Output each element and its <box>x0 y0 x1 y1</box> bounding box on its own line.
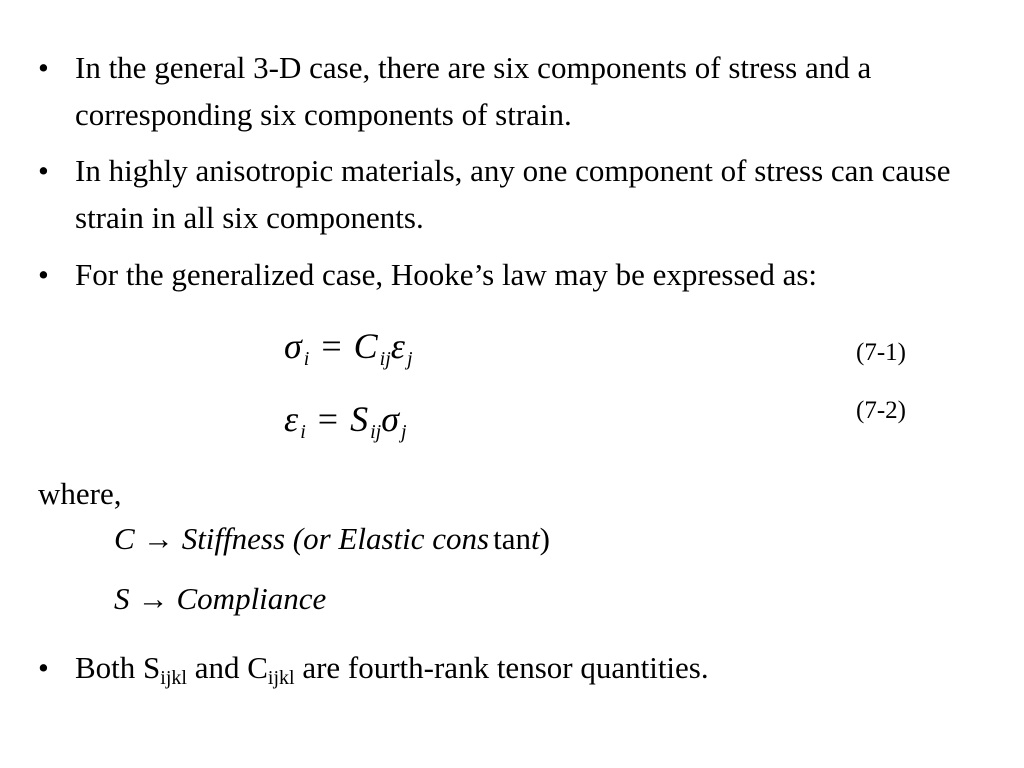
bullet-text: For the generalized case, Hooke’s law may be expressed as: <box>75 257 818 292</box>
eq-rhs-sub: j <box>406 348 413 370</box>
eq-operator: = <box>321 326 342 366</box>
bullet-symbol: • <box>38 153 49 188</box>
equation-hooke-stress <box>284 325 413 371</box>
right-arrow-icon: → <box>137 581 169 616</box>
right-arrow-icon: → <box>142 521 174 556</box>
eq-rhs: ε <box>390 326 405 366</box>
def-meaning-tail-italic: t <box>530 521 540 556</box>
bullet-item-tensor <box>38 644 988 702</box>
eq-coef-sub: ij <box>370 421 382 443</box>
def-symbol: S <box>114 581 130 616</box>
eq-rhs: σ <box>381 399 399 439</box>
equation-number: (7-1) <box>856 339 906 366</box>
def-close-paren: ) <box>539 521 550 556</box>
eq-coef: S <box>350 399 369 439</box>
bullet-item <box>38 44 988 138</box>
equation-hooke-strain <box>284 398 407 444</box>
eq-coef-sub: ij <box>379 348 391 370</box>
eq-coef: C <box>353 326 378 366</box>
bullet-item <box>38 251 988 298</box>
subscript: ijkl <box>267 667 295 689</box>
eq-lhs-sub: i <box>303 348 310 370</box>
bullet-symbol: • <box>38 257 49 292</box>
bullet-text: In the general 3-D case, there are six components of stress and a corresponding six components of strain. <box>75 50 872 132</box>
bullet-symbol: • <box>38 50 49 85</box>
bullet-text-part: Both S <box>75 650 161 685</box>
definition-stiffness <box>114 521 550 557</box>
eq-lhs-sub: i <box>300 421 306 443</box>
def-symbol: C <box>114 521 135 556</box>
subscript: ijkl <box>160 667 187 689</box>
bullet-text-part: are fourth-rank tensor quantities. <box>294 650 709 685</box>
def-meaning: Compliance <box>176 581 327 616</box>
bullet-text: In highly anisotropic materials, any one component of stress can cause strain in all six components. <box>75 153 951 235</box>
bullet-text-part: and C <box>186 650 268 685</box>
def-meaning-tail: tan <box>493 521 531 556</box>
def-meaning: Stiffness (or Elastic cons <box>181 521 490 556</box>
eq-lhs: σ <box>284 326 302 366</box>
definition-compliance <box>114 581 326 617</box>
eq-operator: = <box>317 399 339 439</box>
bullet-text <box>75 644 988 702</box>
bullet-symbol: • <box>38 650 49 685</box>
eq-lhs: ε <box>284 399 299 439</box>
equation-number: (7-2) <box>856 397 906 424</box>
where-label: where, <box>38 476 122 511</box>
bullet-item <box>38 147 988 241</box>
eq-rhs-sub: j <box>400 421 407 443</box>
